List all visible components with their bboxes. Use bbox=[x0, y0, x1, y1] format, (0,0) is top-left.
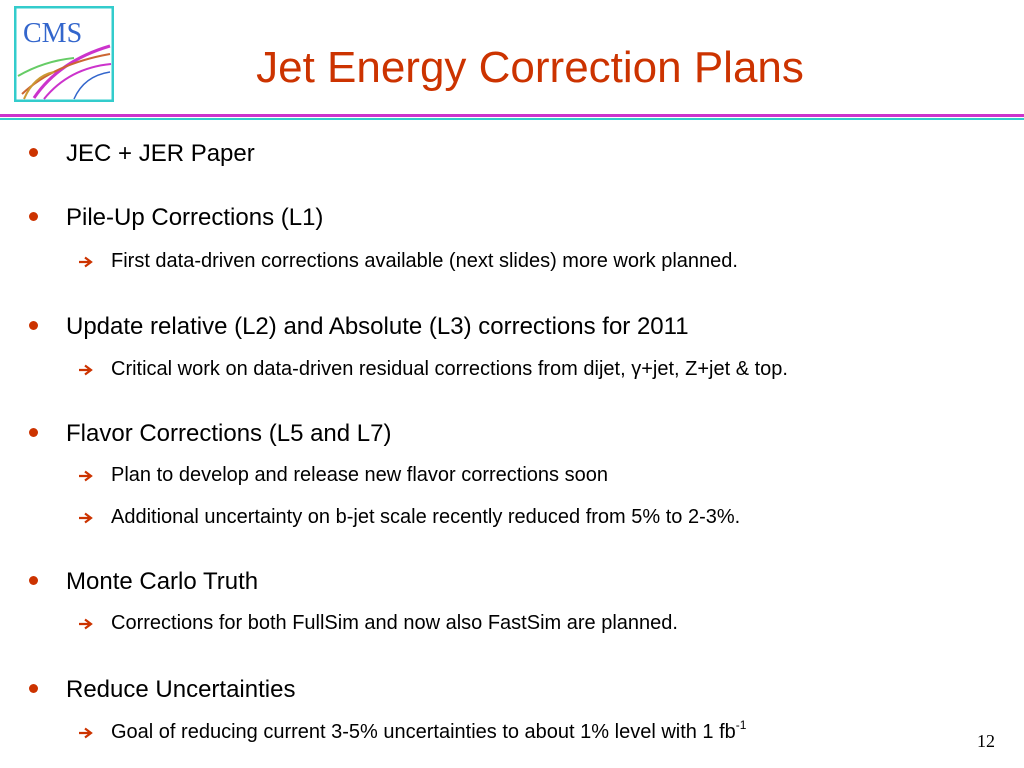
bullet-text: Reduce Uncertainties bbox=[66, 676, 296, 703]
sub-bullet-text: Plan to develop and release new flavor corrections soon bbox=[111, 464, 608, 486]
bullet-marker bbox=[29, 321, 38, 330]
bullet-text: JEC + JER Paper bbox=[66, 140, 255, 167]
bullet-text: Monte Carlo Truth bbox=[66, 568, 259, 595]
sub-bullet-text: Corrections for both FullSim and now also FastSim are planned. bbox=[111, 612, 678, 634]
arrow-right-icon bbox=[78, 364, 94, 376]
bullet-marker bbox=[29, 684, 38, 693]
arrow-right-icon bbox=[78, 512, 94, 524]
bullet-marker bbox=[29, 148, 38, 157]
superscript: -1 bbox=[735, 718, 747, 732]
arrow-right-icon bbox=[78, 618, 94, 630]
arrow-right-icon bbox=[78, 470, 94, 482]
bullet-marker bbox=[29, 576, 38, 585]
arrow-right-icon bbox=[78, 727, 94, 739]
bullet-text: Pile-Up Corrections (L1) bbox=[66, 204, 324, 231]
bullet-marker bbox=[29, 212, 38, 221]
cms-logo-text: CMS bbox=[23, 18, 83, 49]
slide-title: Jet Energy Correction Plans bbox=[256, 43, 804, 92]
bullet-text: Update relative (L2) and Absolute (L3) corrections for 2011 bbox=[66, 313, 689, 340]
page-number: 12 bbox=[977, 731, 995, 751]
sub-bullet-text: Critical work on data-driven residual corrections from dijet, γ+jet, Z+jet & top. bbox=[111, 358, 788, 380]
bullet-text: Flavor Corrections (L5 and L7) bbox=[66, 420, 392, 447]
sub-bullet-text: Additional uncertainty on b-jet scale recently reduced from 5% to 2-3%. bbox=[111, 506, 741, 528]
sub-bullet-main: Goal of reducing current 3-5% uncertainties to about 1% level with 1 fb bbox=[111, 721, 736, 743]
sub-bullet-text bbox=[111, 718, 747, 743]
sub-bullet-text: First data-driven corrections available (next slides) more work planned. bbox=[111, 250, 738, 272]
bullet-marker bbox=[29, 428, 38, 437]
arrow-right-icon bbox=[78, 256, 94, 268]
